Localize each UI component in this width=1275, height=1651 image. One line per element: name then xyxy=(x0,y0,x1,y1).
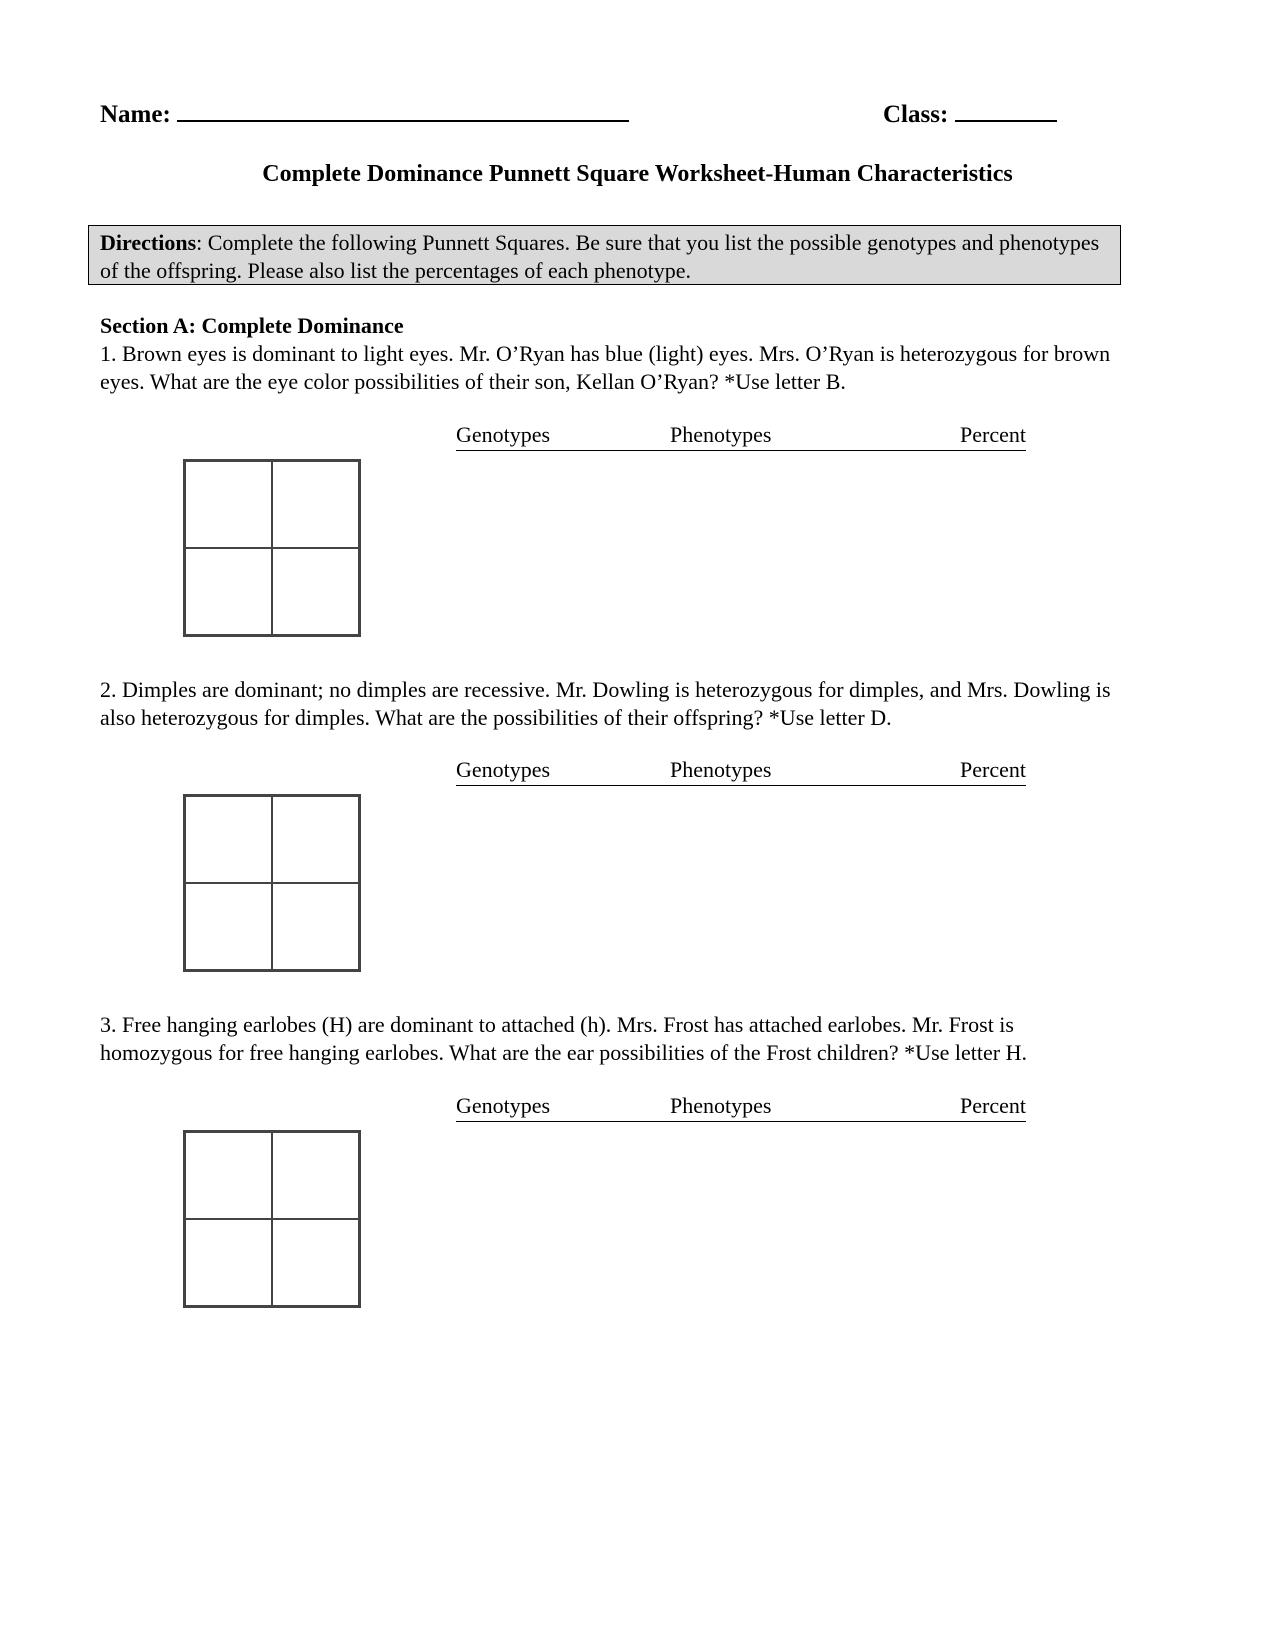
punnett-square-2 xyxy=(183,794,361,972)
name-label: Name: xyxy=(100,101,171,128)
percent-header: Percent xyxy=(960,1093,1026,1118)
directions-label: Directions xyxy=(100,230,197,255)
name-blank[interactable] xyxy=(177,100,629,122)
section-title: Section A: Complete Dominance xyxy=(100,313,404,338)
answer-columns-2 xyxy=(456,757,1026,786)
genotypes-header: Genotypes xyxy=(456,1093,551,1118)
punnett-square-3 xyxy=(183,1130,361,1308)
genotypes-header: Genotypes xyxy=(456,422,551,447)
phenotypes-header: Phenotypes xyxy=(670,422,772,447)
question-3-text: 3. Free hanging earlobes (H) are dominant to attached (h). Mrs. Frost has attached earlobes. Mr. Frost is homozygous for free hanging earlobes. What are the ear possibilities of the Frost children? *Use letter H. xyxy=(100,1012,1027,1065)
question-1-text: 1. Brown eyes is dominant to light eyes. Mr. O’Ryan has blue (light) eyes. Mrs. O’Ryan is heterozygous for brown eyes. What are the eye color possibilities of their son, Kellan O’Ryan? *Use letter B. xyxy=(100,341,1111,394)
punnett-square-1 xyxy=(183,459,361,637)
page-title: Complete Dominance Punnett Square Worksheet-Human Characteristics xyxy=(262,161,1013,187)
directions-box xyxy=(88,225,1121,285)
punnett-cell[interactable] xyxy=(185,548,272,635)
genotypes-header: Genotypes xyxy=(456,757,551,782)
directions-text: : Complete the following Punnett Squares. Be sure that you list the possible genotypes and phenotypes of the offspring. Please also list the percentages of each phenotype. xyxy=(100,230,1100,283)
question-2-text: 2. Dimples are dominant; no dimples are recessive. Mr. Dowling is heterozygous for dimples, and Mrs. Dowling is also heterozygous for dimples. What are the possibilities of their offspring? *Use letter D. xyxy=(100,677,1111,730)
answer-columns-1 xyxy=(456,422,1026,451)
punnett-cell[interactable] xyxy=(272,548,359,635)
punnett-cell[interactable] xyxy=(272,1132,359,1219)
phenotypes-header: Phenotypes xyxy=(670,757,772,782)
punnett-cell[interactable] xyxy=(185,1132,272,1219)
class-field xyxy=(883,100,1057,129)
percent-header: Percent xyxy=(960,422,1026,447)
punnett-cell[interactable] xyxy=(185,796,272,883)
punnett-cell[interactable] xyxy=(272,883,359,970)
class-blank[interactable] xyxy=(955,100,1057,122)
punnett-cell[interactable] xyxy=(185,1219,272,1306)
answer-columns-3 xyxy=(456,1093,1026,1122)
percent-header: Percent xyxy=(960,757,1026,782)
punnett-cell[interactable] xyxy=(272,461,359,548)
punnett-cell[interactable] xyxy=(272,796,359,883)
class-label: Class: xyxy=(883,101,949,128)
punnett-cell[interactable] xyxy=(272,1219,359,1306)
name-field xyxy=(100,100,629,129)
punnett-cell[interactable] xyxy=(185,461,272,548)
punnett-cell[interactable] xyxy=(185,883,272,970)
phenotypes-header: Phenotypes xyxy=(670,1093,772,1118)
